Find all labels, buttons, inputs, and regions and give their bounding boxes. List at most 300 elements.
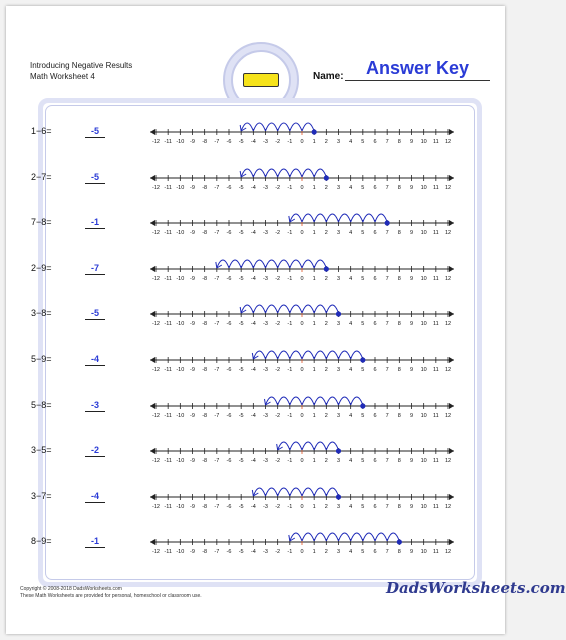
tick-label: 1 <box>312 503 316 510</box>
tick-label: -4 <box>250 184 256 191</box>
problem-answer: -5 <box>85 172 105 184</box>
worksheet-subtitle: Math Worksheet 4 <box>30 72 95 81</box>
tick-label: -9 <box>190 549 195 556</box>
number-line <box>142 384 462 418</box>
start-point <box>397 540 402 545</box>
problem-equation: 3−8= <box>31 308 52 319</box>
axis-left-arrow-icon <box>150 175 155 181</box>
tick-label: -11 <box>164 367 172 373</box>
tick-label: 5 <box>361 503 365 510</box>
hop-arc <box>314 214 326 222</box>
number-line <box>142 247 462 281</box>
tick-label: -1 <box>287 230 293 237</box>
tick-label: -1 <box>287 275 293 282</box>
axis-right-arrow-icon <box>449 129 454 135</box>
tick-label: 0 <box>300 184 304 191</box>
start-point <box>385 221 390 226</box>
tick-label: 5 <box>361 412 365 419</box>
axis-left-arrow-icon <box>150 357 155 363</box>
tick-label: 11 <box>432 549 439 556</box>
hop-arc <box>302 260 314 268</box>
tick-label: 4 <box>349 139 353 145</box>
tick-label: -2 <box>275 184 281 191</box>
hop-arc <box>339 214 351 222</box>
tick-label: -8 <box>202 275 208 282</box>
tick-label: 5 <box>361 458 365 465</box>
tick-label: 7 <box>385 458 389 465</box>
tick-label: 9 <box>409 321 414 328</box>
tick-label: 1 <box>312 367 316 373</box>
tick-label: 7 <box>385 503 389 510</box>
tick-label: 1 <box>312 458 316 465</box>
tick-label: 8 <box>397 503 401 510</box>
tick-label: -2 <box>275 367 281 373</box>
hop-arc <box>351 214 363 222</box>
tick-label: -4 <box>250 275 256 282</box>
tick-label: -3 <box>263 412 268 419</box>
tick-label: 5 <box>361 139 365 145</box>
tick-label: -4 <box>250 321 256 328</box>
tick-label: -5 <box>238 230 244 237</box>
tick-label: 7 <box>385 275 389 282</box>
tick-label: 4 <box>349 412 353 419</box>
hop-arc <box>326 533 338 541</box>
hop-arc <box>302 123 314 131</box>
tick-label: 2 <box>324 321 328 328</box>
tick-label: 11 <box>432 275 439 282</box>
tick-label: 11 <box>432 139 439 145</box>
tick-label: 9 <box>409 275 414 282</box>
hop-arc <box>290 169 302 177</box>
tick-label: 10 <box>420 549 427 556</box>
tick-label: 3 <box>336 230 341 237</box>
hop-arc <box>387 533 399 541</box>
tick-label: -4 <box>250 367 256 373</box>
hop-arc <box>363 214 375 222</box>
hop-arc <box>302 169 314 177</box>
hop-arc <box>351 351 363 359</box>
tick-label: -9 <box>190 275 195 282</box>
tick-label: -8 <box>202 321 208 328</box>
tick-label: -5 <box>238 139 244 145</box>
tick-label: -9 <box>190 458 195 465</box>
problem-row <box>6 217 511 247</box>
problem-row <box>6 400 511 430</box>
problem-answer: -3 <box>85 400 105 412</box>
hop-arc <box>326 214 338 222</box>
hop-arc <box>253 169 265 177</box>
problem-answer: -4 <box>85 354 105 366</box>
tick-label: -3 <box>263 139 268 145</box>
axis-right-arrow-icon <box>449 175 454 181</box>
axis-left-arrow-icon <box>150 448 155 454</box>
hop-arc <box>266 260 278 268</box>
number-line <box>142 338 462 372</box>
problem-answer: -5 <box>85 126 105 138</box>
tick-label: -2 <box>275 412 281 419</box>
tick-label: 6 <box>373 321 377 328</box>
hop-arc <box>339 397 351 405</box>
tick-label: 2 <box>324 275 328 282</box>
tick-label: -2 <box>275 321 281 328</box>
hop-arc <box>314 305 326 313</box>
tick-label: -7 <box>214 549 220 556</box>
tick-label: 0 <box>300 367 304 373</box>
tick-label: 0 <box>300 549 304 556</box>
tick-label: -11 <box>164 412 172 419</box>
axis-left-arrow-icon <box>150 220 155 226</box>
tick-label: 2 <box>324 549 328 556</box>
tick-label: 6 <box>373 230 377 237</box>
tick-label: -7 <box>214 503 220 510</box>
hop-arc <box>290 442 302 450</box>
tick-label: 10 <box>420 275 427 282</box>
problem-row <box>6 445 511 475</box>
hop-arc <box>290 351 302 359</box>
tick-label: 7 <box>385 367 389 373</box>
tick-label: -7 <box>214 184 220 191</box>
problem-answer: -5 <box>85 308 105 320</box>
tick-label: -7 <box>214 321 220 328</box>
problem-answer: -1 <box>85 536 105 548</box>
tick-label: 3 <box>336 275 341 282</box>
name-line <box>345 80 490 81</box>
hop-arc <box>314 260 326 268</box>
tick-label: 7 <box>385 549 389 556</box>
tick-label: -10 <box>176 549 185 556</box>
tick-label: 9 <box>409 184 414 191</box>
hop-arc <box>339 533 351 541</box>
tick-label: -1 <box>287 458 293 465</box>
tick-label: -6 <box>226 275 232 282</box>
tick-label: -1 <box>287 321 293 328</box>
tick-label: 6 <box>373 184 377 191</box>
tick-label: 11 <box>432 458 439 465</box>
hop-arc <box>314 351 326 359</box>
tick-label: -5 <box>238 321 244 328</box>
hop-arc <box>326 351 338 359</box>
hop-arc <box>363 533 375 541</box>
tick-label: -12 <box>152 139 160 145</box>
hop-arc <box>266 169 278 177</box>
tick-label: -10 <box>176 230 185 237</box>
axis-left-arrow-icon <box>150 494 155 500</box>
tick-label: -7 <box>214 367 220 373</box>
tick-label: 9 <box>409 503 414 510</box>
tick-label: 3 <box>336 503 341 510</box>
tick-label: 2 <box>324 412 328 419</box>
tick-label: -12 <box>152 458 160 465</box>
hop-arc <box>278 169 290 177</box>
tick-label: 3 <box>336 321 341 328</box>
tick-label: -10 <box>176 412 185 419</box>
tick-label: 9 <box>409 458 414 465</box>
tick-label: -9 <box>190 139 195 145</box>
tick-label: -5 <box>238 275 244 282</box>
hop-arc <box>290 397 302 405</box>
tick-label: 9 <box>409 549 414 556</box>
tick-label: 5 <box>361 275 365 282</box>
axis-right-arrow-icon <box>449 311 454 317</box>
hop-arc <box>302 351 314 359</box>
number-line <box>142 201 462 235</box>
problem-row <box>6 536 511 566</box>
tick-label: 0 <box>300 139 304 145</box>
tick-label: 4 <box>349 458 353 465</box>
tick-label: -1 <box>287 549 293 556</box>
tick-label: 10 <box>420 458 427 465</box>
tick-label: 7 <box>385 321 389 328</box>
tick-label: 0 <box>300 458 304 465</box>
tick-label: 5 <box>361 184 365 191</box>
tick-label: 5 <box>361 321 365 328</box>
tick-label: -6 <box>226 458 232 465</box>
tick-label: 0 <box>300 321 304 328</box>
tick-label: -12 <box>152 367 160 373</box>
axis-left-arrow-icon <box>150 266 155 272</box>
tick-label: 11 <box>432 503 439 510</box>
tick-label: -1 <box>287 139 293 145</box>
tick-label: 1 <box>312 139 316 145</box>
tick-label: -11 <box>164 321 172 328</box>
tick-label: -6 <box>226 139 232 145</box>
tick-label: 0 <box>300 503 304 510</box>
tick-label: -7 <box>214 139 220 145</box>
tick-label: 2 <box>324 184 328 191</box>
tick-label: 10 <box>420 503 427 510</box>
tick-label: 10 <box>420 321 427 328</box>
tick-label: -8 <box>202 503 208 510</box>
tick-label: -5 <box>238 503 244 510</box>
tick-label: 9 <box>409 412 414 419</box>
tick-label: -10 <box>176 458 185 465</box>
tick-label: -6 <box>226 549 232 556</box>
tick-label: 6 <box>373 549 377 556</box>
hop-arc <box>253 123 265 131</box>
problem-equation: 2−9= <box>31 262 52 273</box>
problem-equation: 3−5= <box>31 445 52 456</box>
tick-label: -4 <box>250 549 256 556</box>
tick-label: -1 <box>287 367 293 373</box>
tick-label: 4 <box>349 503 353 510</box>
eraser-icon <box>243 73 279 87</box>
tick-label: 12 <box>444 503 452 510</box>
tick-label: 8 <box>397 367 401 373</box>
tick-label: 6 <box>373 139 377 145</box>
tick-label: -1 <box>287 412 293 419</box>
tick-label: 5 <box>361 549 365 556</box>
tick-label: 9 <box>409 230 414 237</box>
tick-label: 12 <box>444 139 452 145</box>
site-logo: DadsWorksheets.com <box>386 579 566 597</box>
tick-label: 7 <box>385 412 389 419</box>
tick-label: 9 <box>409 367 414 373</box>
hop-arc <box>253 260 265 268</box>
footer-copyright: Copyright © 2008-2018 DadsWorksheets.com <box>20 586 122 592</box>
tick-label: 2 <box>324 139 328 145</box>
hop-arc <box>326 442 338 450</box>
start-point <box>324 266 329 271</box>
tick-label: -10 <box>176 503 185 510</box>
axis-right-arrow-icon <box>449 220 454 226</box>
number-line <box>142 475 462 509</box>
tick-label: 0 <box>300 412 304 419</box>
tick-label: 12 <box>444 230 452 237</box>
tick-label: 12 <box>444 549 452 556</box>
hop-arc <box>326 305 338 313</box>
tick-label: 12 <box>444 275 452 282</box>
tick-label: 1 <box>312 549 316 556</box>
number-line <box>142 110 462 144</box>
hop-arc <box>290 123 302 131</box>
tick-label: -9 <box>190 503 195 510</box>
tick-label: 1 <box>312 412 316 419</box>
worksheet-page <box>6 6 566 634</box>
axis-left-arrow-icon <box>150 539 155 545</box>
tick-label: -8 <box>202 230 208 237</box>
axis-left-arrow-icon <box>150 311 155 317</box>
hop-arc <box>314 442 326 450</box>
axis-right-arrow-icon <box>449 448 454 454</box>
tick-label: -12 <box>152 275 160 282</box>
tick-label: 9 <box>409 139 414 145</box>
tick-label: -2 <box>275 230 281 237</box>
problem-equation: 1−6= <box>31 126 52 136</box>
start-point <box>312 129 317 134</box>
tick-label: -3 <box>263 275 268 282</box>
tick-label: -2 <box>275 139 281 145</box>
tick-label: 2 <box>324 503 328 510</box>
tick-label: 8 <box>397 412 401 419</box>
start-point <box>360 357 365 362</box>
hop-arc <box>266 123 278 131</box>
tick-label: 4 <box>349 321 353 328</box>
problem-equation: 2−7= <box>31 171 52 182</box>
tick-label: -10 <box>176 139 185 145</box>
hop-arc <box>302 442 314 450</box>
tick-label: -6 <box>226 412 232 419</box>
tick-label: -4 <box>250 230 256 237</box>
tick-label: 3 <box>336 184 341 191</box>
hop-arc <box>302 305 314 313</box>
hop-arc <box>351 397 363 405</box>
tick-label: 4 <box>349 275 353 282</box>
tick-label: -11 <box>164 458 172 465</box>
problem-row <box>6 172 511 202</box>
hop-arc <box>278 123 290 131</box>
tick-label: 2 <box>324 230 328 237</box>
tick-label: 4 <box>349 184 353 191</box>
tick-label: -4 <box>250 412 256 419</box>
tick-label: 8 <box>397 549 401 556</box>
hop-arc <box>278 351 290 359</box>
tick-label: -12 <box>152 230 160 237</box>
tick-label: 8 <box>397 458 401 465</box>
tick-label: -7 <box>214 230 220 237</box>
tick-label: -11 <box>164 230 172 237</box>
tick-label: 3 <box>336 412 341 419</box>
tick-label: 3 <box>336 549 341 556</box>
hop-arc <box>302 397 314 405</box>
hop-arc <box>241 260 253 268</box>
tick-label: 11 <box>432 412 439 419</box>
tick-label: -11 <box>164 139 172 145</box>
problem-row <box>6 354 511 384</box>
tick-label: -12 <box>152 321 160 328</box>
tick-label: -9 <box>190 321 195 328</box>
hop-arc <box>266 351 278 359</box>
tick-label: 11 <box>432 367 439 373</box>
tick-label: -5 <box>238 367 244 373</box>
hop-arc <box>290 305 302 313</box>
problem-row <box>6 308 511 338</box>
tick-label: 3 <box>336 458 341 465</box>
tick-label: 11 <box>432 184 439 191</box>
tick-label: 12 <box>444 367 452 373</box>
tick-label: -11 <box>164 549 172 556</box>
tick-label: -3 <box>263 184 268 191</box>
tick-label: -10 <box>176 367 185 373</box>
tick-label: 5 <box>361 367 365 373</box>
tick-label: -5 <box>238 412 244 419</box>
tick-label: -8 <box>202 412 208 419</box>
hop-arc <box>278 397 290 405</box>
tick-label: -2 <box>275 549 281 556</box>
tick-label: -3 <box>263 367 268 373</box>
tick-label: 0 <box>300 230 304 237</box>
worksheet-title-block <box>30 60 132 82</box>
tick-label: -9 <box>190 230 195 237</box>
problem-row <box>6 126 511 156</box>
tick-label: -4 <box>250 139 256 145</box>
hop-arc <box>266 305 278 313</box>
tick-label: 3 <box>336 367 341 373</box>
tick-label: 10 <box>420 184 427 191</box>
hop-arc <box>326 488 338 496</box>
tick-label: 8 <box>397 321 401 328</box>
tick-label: 6 <box>373 503 377 510</box>
hop-arc <box>326 397 338 405</box>
axis-right-arrow-icon <box>449 357 454 363</box>
tick-label: -3 <box>263 321 268 328</box>
tick-label: -7 <box>214 275 220 282</box>
tick-label: -8 <box>202 184 208 191</box>
hop-arc <box>375 214 387 222</box>
tick-label: 8 <box>397 230 401 237</box>
name-label: Name: <box>313 71 344 82</box>
axis-right-arrow-icon <box>449 494 454 500</box>
number-line <box>142 429 462 463</box>
tick-label: 6 <box>373 367 377 373</box>
tick-label: 7 <box>385 184 389 191</box>
start-point <box>324 175 329 180</box>
tick-label: 4 <box>349 367 353 373</box>
tick-label: -6 <box>226 184 232 191</box>
tick-label: 12 <box>444 184 452 191</box>
tick-label: -3 <box>263 503 268 510</box>
problem-equation: 8−9= <box>31 536 52 547</box>
tick-label: 4 <box>349 549 353 556</box>
tick-label: 12 <box>444 321 452 328</box>
problem-equation: 5−8= <box>31 399 52 410</box>
tick-label: 12 <box>444 458 452 465</box>
problem-equation: 5−9= <box>31 354 52 364</box>
hop-arc <box>314 169 326 177</box>
tick-label: -6 <box>226 230 232 237</box>
tick-label: -8 <box>202 549 208 556</box>
tick-label: 11 <box>432 321 439 328</box>
tick-label: -6 <box>226 321 232 328</box>
